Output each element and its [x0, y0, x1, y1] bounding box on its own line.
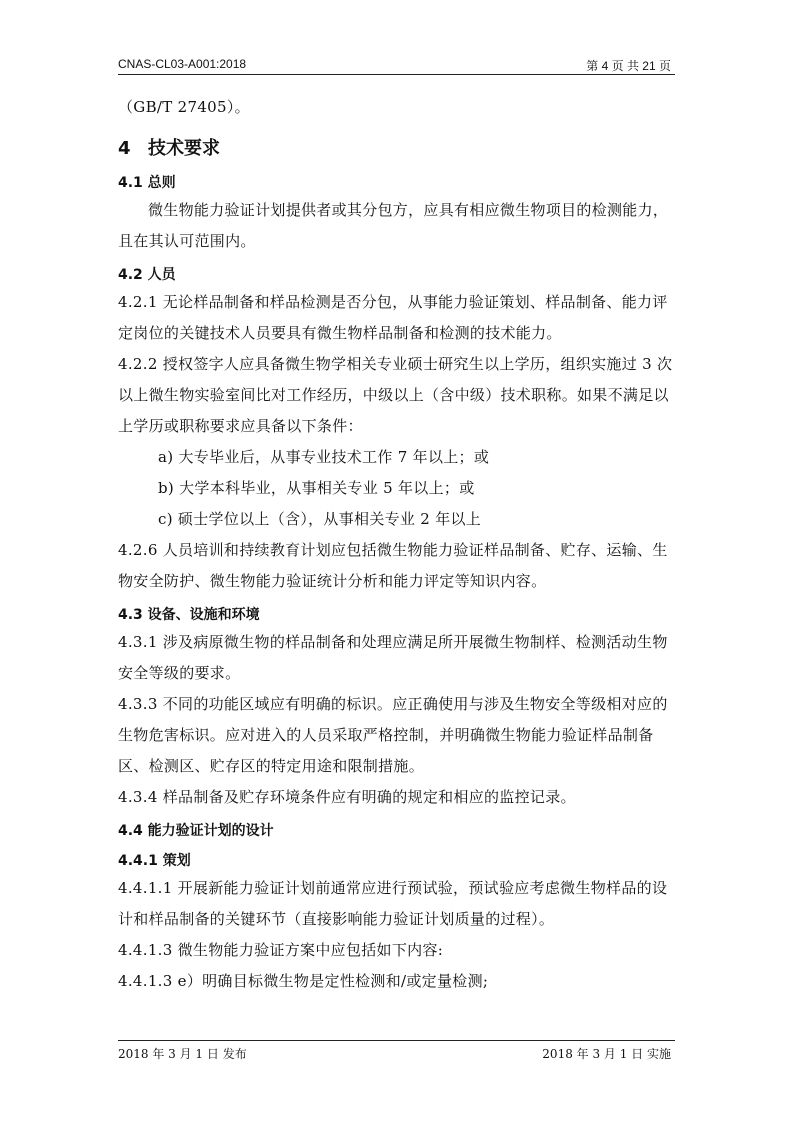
- paragraph-4-2-6: 4.2.6 人员培训和持续教育计划应包括微生物能力验证样品制备、贮存、运输、生物安全防护、微生物能力验证统计分析和能力评定等知识内容。: [118, 541, 668, 590]
- intro-line: （GB/T 27405）。: [118, 98, 250, 116]
- section-4-number: 4: [118, 138, 131, 159]
- document-body: [118, 92, 678, 997]
- page-footer: [118, 1040, 675, 1061]
- section-4-1-heading: 4.1 总则: [118, 175, 176, 191]
- paragraph-4-3-1: 4.3.1 涉及病原微生物的样品制备和处理应满足所开展微生物制样、检测活动生物安全等级的要求。: [118, 633, 668, 682]
- page-number: 第 4 页 共 21 页: [586, 59, 671, 73]
- paragraph-4-4-1-3: 4.4.1.3 微生物能力验证方案中应包括如下内容:: [118, 941, 444, 959]
- publish-date: 2018 年 3 月 1 日 发布: [118, 1047, 247, 1061]
- list-item-c: c) 硕士学位以上（含），从事相关专业 2 年以上: [158, 510, 482, 528]
- paragraph-4-2-1: 4.2.1 无论样品制备和样品检测是否分包，从事能力验证策划、样品制备、能力评定岗位的关键技术人员要具有微生物样品制备和检测的技术能力。: [118, 293, 668, 342]
- section-4-2-heading: 4.2 人员: [118, 267, 176, 283]
- list-item-b: b) 大学本科毕业，从事相关专业 5 年以上；或: [158, 479, 475, 497]
- implement-date: 2018 年 3 月 1 日 实施: [542, 1047, 671, 1061]
- section-4-3-heading: 4.3 设备、设施和环境: [118, 607, 260, 623]
- paragraph-4-4-1-1: 4.4.1.1 开展新能力验证计划前通常应进行预试验，预试验应考虑微生物样品的设计和样品制备的关键环节（直接影响能力验证计划质量的过程）。: [118, 879, 668, 928]
- page-header: [118, 56, 675, 75]
- section-4-4-heading: 4.4 能力验证计划的设计: [118, 823, 274, 839]
- list-item-a: a) 大专毕业后，从事专业技术工作 7 年以上；或: [158, 448, 490, 466]
- section-4-title: 技术要求: [148, 138, 220, 159]
- section-4-heading: [118, 135, 678, 163]
- paragraph-4-4-1-3-e: 4.4.1.3 e）明确目标微生物是定性检测和/或定量检测;: [118, 972, 489, 990]
- paragraph-4-3-4: 4.3.4 样品制备及贮存环境条件应有明确的规定和相应的监控记录。: [118, 788, 576, 806]
- paragraph-4-2-2: 4.2.2 授权签字人应具备微生物学相关专业硕士研究生以上学历，组织实施过 3 次以上微生物实验室间比对工作经历，中级以上（含中级）技术职称。如果不满足以上学历或职称要求应具备以下条件：: [118, 355, 673, 435]
- document-code: CNAS-CL03-A001:2018: [118, 57, 247, 71]
- section-4-4-1-heading: 4.4.1 策划: [118, 853, 191, 869]
- paragraph-4-1: 微生物能力验证计划提供者或其分包方，应具有相应微生物项目的检测能力，且在其认可范围内。: [118, 201, 669, 250]
- paragraph-4-3-3: 4.3.3 不同的功能区域应有明确的标识。应正确使用与涉及生物安全等级相对应的生物危害标识。应对进入的人员采取严格控制，并明确微生物能力验证样品制备区、检测区、贮存区的特定用途和限制措施。: [118, 695, 668, 775]
